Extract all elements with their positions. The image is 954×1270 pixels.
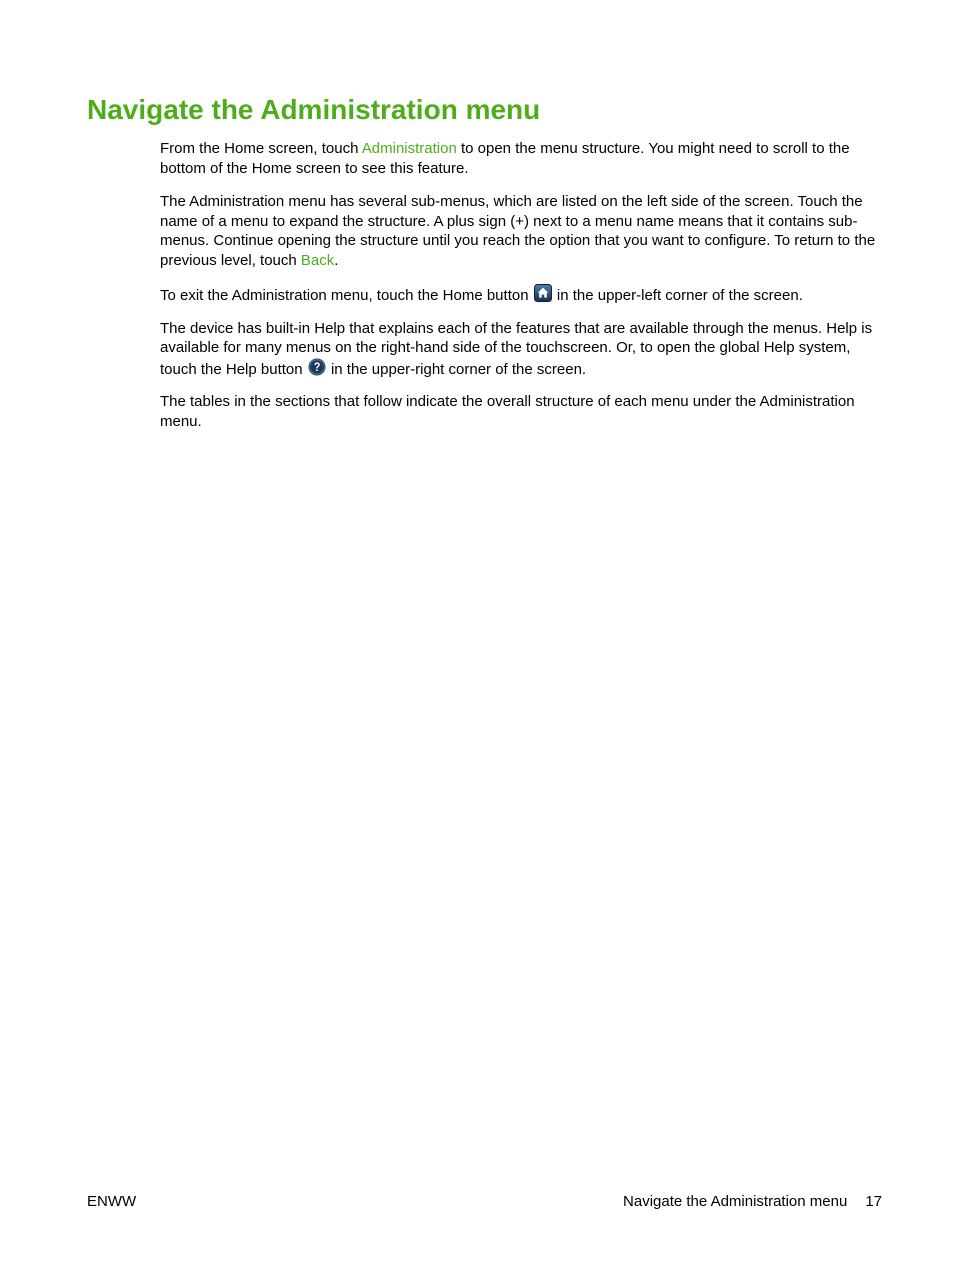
paragraph-text: . — [334, 251, 339, 269]
paragraph-text: From the Home screen, touch — [160, 140, 362, 157]
body-text — [160, 139, 884, 445]
paragraph-help — [160, 319, 884, 380]
paragraph-exit-menu — [160, 284, 884, 306]
paragraph-submenus — [160, 192, 884, 270]
home-icon — [534, 284, 552, 302]
page-number: 17 — [865, 1193, 882, 1210]
paragraph-text: in the upper-right corner of the screen. — [326, 360, 587, 378]
paragraph-text: to open the menu structure. You might need to scroll to the bottom of the Home screen to see this feature. — [160, 140, 850, 177]
paragraph-tables-intro: The tables in the sections that follow indicate the overall structure of each menu under the Administration menu. — [160, 393, 855, 430]
paragraph-text: To exit the Administration menu, touch the Home button — [160, 287, 533, 304]
paragraph-text: The Administration menu has several sub-menus, which are listed on the left side of the screen. Touch the name of a menu to expand the structure. A plus sign (+) next to a menu name means that it contains sub-menus. Continue opening the structure until you reach the option that you want to configure. To return to the previous level, touch — [160, 193, 876, 269]
paragraph-text: in the upper-left corner of the screen. — [552, 287, 803, 304]
paragraph-text: The device has built-in Help that explains each of the features that are available through the menus. Help is available for many menus on the right-hand side of the touchscreen. Or, to open the global Help system, touch the Help button — [160, 319, 873, 378]
footer-section-title: Navigate the Administration menu — [623, 1193, 848, 1210]
back-link[interactable]: Back — [300, 251, 335, 269]
help-icon — [308, 358, 326, 376]
administration-link[interactable]: Administration — [361, 140, 457, 157]
footer-label: ENWW — [87, 1193, 137, 1210]
page-title: Navigate the Administration menu — [87, 94, 541, 125]
footer-section — [623, 1193, 882, 1211]
paragraph-open-administration — [160, 139, 884, 178]
